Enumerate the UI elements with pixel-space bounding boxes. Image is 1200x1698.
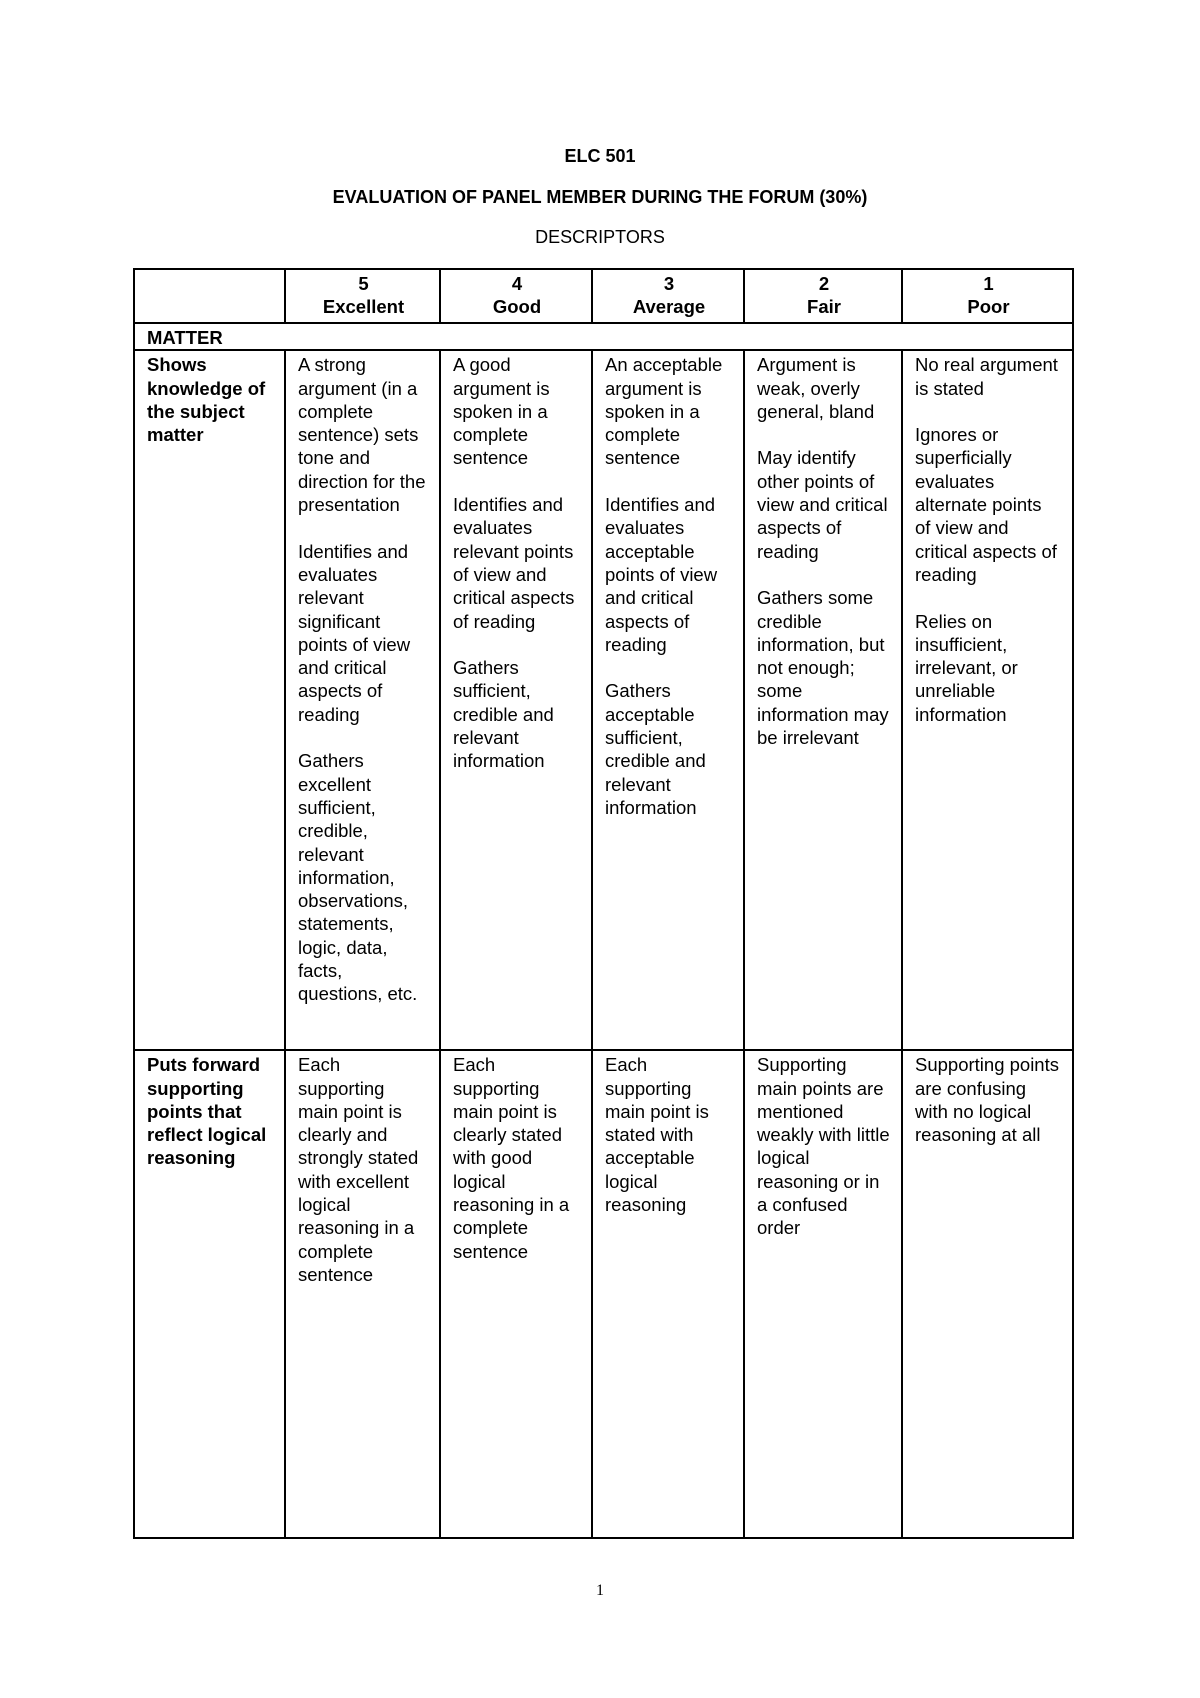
- header-row: [134, 269, 1073, 323]
- descriptor-cell-fair: [744, 350, 902, 1050]
- score-number: 2: [818, 273, 830, 294]
- header-cell-good: [440, 269, 592, 323]
- descriptor-text: Supporting main points are mentioned weakly with little logical reasoning or in a confused order: [757, 1054, 890, 1239]
- descriptor-text: Argument is weak, overly general, bland: [757, 354, 875, 422]
- descriptor-text: Each supporting main point is clearly and strongly stated with excellent logical reasoning in a complete sentence: [298, 1054, 419, 1285]
- header-empty-cell: [134, 269, 285, 323]
- section-label: MATTER: [134, 323, 1073, 350]
- criterion-row-knowledge: [134, 350, 1073, 1050]
- score-number: 1: [983, 273, 994, 294]
- descriptor-cell-good: [440, 1050, 592, 1538]
- descriptor-cell-fair: [744, 1050, 902, 1538]
- document-title: EVALUATION OF PANEL MEMBER DURING THE FORUM (30%): [332, 187, 868, 207]
- score-label: Average: [632, 296, 706, 318]
- descriptor-text: Supporting points are confusing with no logical reasoning at all: [915, 1054, 1059, 1146]
- section-row: [134, 323, 1073, 350]
- descriptor-text: A good argument is spoken in a complete sentence: [453, 354, 550, 469]
- criterion-label: Shows knowledge of the subject matter: [134, 350, 285, 1050]
- descriptor-text: Identifies and evaluates relevant significant points of view and critical aspects of reading: [298, 540, 411, 725]
- descriptor-cell-poor: [902, 1050, 1073, 1538]
- descriptor-text: May identify other points of view and critical aspects of reading: [757, 447, 888, 562]
- descriptor-text: Ignores or superficially evaluates alternate points of view and critical aspects of reading: [915, 424, 1057, 585]
- score-number: 5: [358, 273, 369, 294]
- descriptor-cell-average: [592, 1050, 744, 1538]
- descriptor-text: Gathers excellent sufficient, credible, relevant information, observations, statements, logic, data, facts, questions, etc.: [298, 750, 418, 1005]
- score-label: Good: [492, 296, 542, 318]
- descriptor-cell-average: [592, 350, 744, 1050]
- score-label: Poor: [967, 296, 1010, 318]
- score-number: 4: [511, 273, 523, 294]
- header-cell-poor: [902, 269, 1073, 323]
- criterion-row-reasoning: [134, 1050, 1073, 1538]
- page-number: 1: [596, 1582, 604, 1599]
- descriptor-text: Gathers sufficient, credible and relevant information: [453, 657, 554, 772]
- descriptor-cell-good: [440, 350, 592, 1050]
- descriptor-cell-excellent: [285, 1050, 440, 1538]
- descriptor-cell-poor: [902, 350, 1073, 1050]
- descriptor-text: A strong argument (in a complete sentence) sets tone and direction for the presentation: [298, 354, 426, 516]
- rubric-table: [133, 268, 1074, 1539]
- course-code: ELC 501: [564, 146, 636, 166]
- descriptor-text: Each supporting main point is clearly stated with good logical reasoning in a complete sentence: [453, 1054, 570, 1262]
- descriptor-text: An acceptable argument is spoken in a complete sentence: [605, 354, 723, 469]
- header-cell-excellent: [285, 269, 440, 323]
- header-cell-average: [592, 269, 744, 323]
- document-subtitle: DESCRIPTORS: [535, 227, 665, 247]
- descriptor-text: No real argument is stated: [915, 354, 1058, 399]
- score-label: Fair: [807, 296, 841, 318]
- descriptor-text: Identifies and evaluates acceptable points of view and critical aspects of reading: [605, 494, 718, 655]
- descriptor-text: Each supporting main point is stated with acceptable logical reasoning: [605, 1054, 709, 1216]
- descriptor-text: Identifies and evaluates relevant points of view and critical aspects of reading: [453, 494, 575, 632]
- descriptor-text: Relies on insufficient, irrelevant, or unreliable information: [915, 610, 1018, 725]
- descriptor-cell-excellent: [285, 350, 440, 1050]
- header-cell-fair: [744, 269, 902, 323]
- score-label: Excellent: [322, 296, 405, 318]
- descriptor-text: Gathers acceptable sufficient, credible and relevant information: [605, 680, 706, 818]
- criterion-label: Puts forward supporting points that reflect logical reasoning: [134, 1050, 285, 1538]
- descriptor-text: Gathers some credible information, but not enough; some information may be irrelevant: [757, 587, 889, 749]
- score-number: 3: [663, 273, 675, 294]
